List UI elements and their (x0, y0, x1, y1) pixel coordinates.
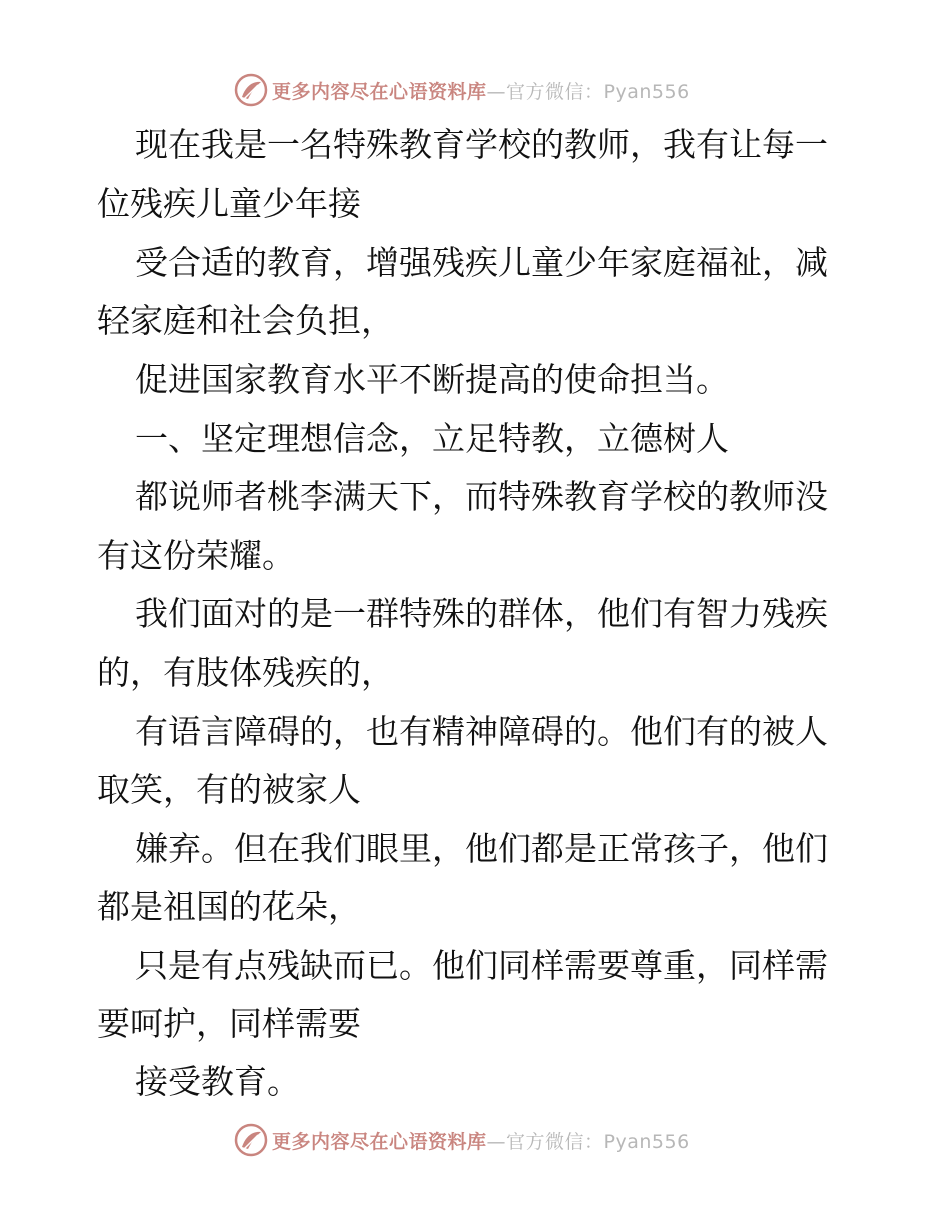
text-line: 取笑，有的被家人 (97, 770, 361, 809)
text-line: 有语言障碍的，也有精神障碍的。他们有的被人 (135, 712, 828, 751)
text-line: 的，有肢体残疾的， (97, 653, 394, 692)
watermark-dash: — (486, 80, 507, 103)
text-line: 只是有点残缺而已。他们同样需要尊重，同样需 (135, 946, 828, 985)
watermark-main-text: 更多内容尽在心语资料库 (272, 1130, 487, 1153)
logo-icon (234, 1123, 268, 1157)
text-line: 促进国家教育水平不断提高的使命担当。 (135, 360, 729, 399)
text-line: 都说师者桃李满天下，而特殊教育学校的教师没 (135, 477, 828, 516)
logo-icon (234, 73, 268, 107)
watermark-dash: — (486, 1130, 507, 1153)
watermark-wechat: 官方微信：Pyan556 (506, 80, 690, 103)
watermark-text (272, 1127, 690, 1154)
text-line: 位残疾儿童少年接 (97, 184, 361, 223)
text-line: 接受教育。 (135, 1062, 300, 1101)
text-line: 轻家庭和社会负担， (97, 301, 394, 340)
text-line: 我们面对的是一群特殊的群体，他们有智力残疾 (135, 594, 828, 633)
section-heading: 一、坚定理想信念，立足特教，立德树人 (135, 419, 729, 458)
text-line: 要呵护，同样需要 (97, 1004, 361, 1043)
watermark-main-text: 更多内容尽在心语资料库 (272, 80, 487, 103)
text-line: 受合适的教育，增强残疾儿童少年家庭福祉，减 (135, 243, 828, 282)
text-line: 有这份荣耀。 (97, 536, 295, 575)
watermark-content (234, 70, 690, 110)
text-line: 都是祖国的花朵， (97, 887, 361, 926)
watermark-wechat: 官方微信：Pyan556 (506, 1130, 690, 1153)
text-line: 嫌弃。但在我们眼里，他们都是正常孩子，他们 (135, 829, 828, 868)
footer-watermark (0, 1120, 950, 1160)
header-watermark (0, 70, 950, 110)
watermark-text (272, 77, 690, 104)
text-line: 现在我是一名特殊教育学校的教师，我有让每一 (135, 125, 828, 164)
watermark-content (234, 1120, 690, 1160)
